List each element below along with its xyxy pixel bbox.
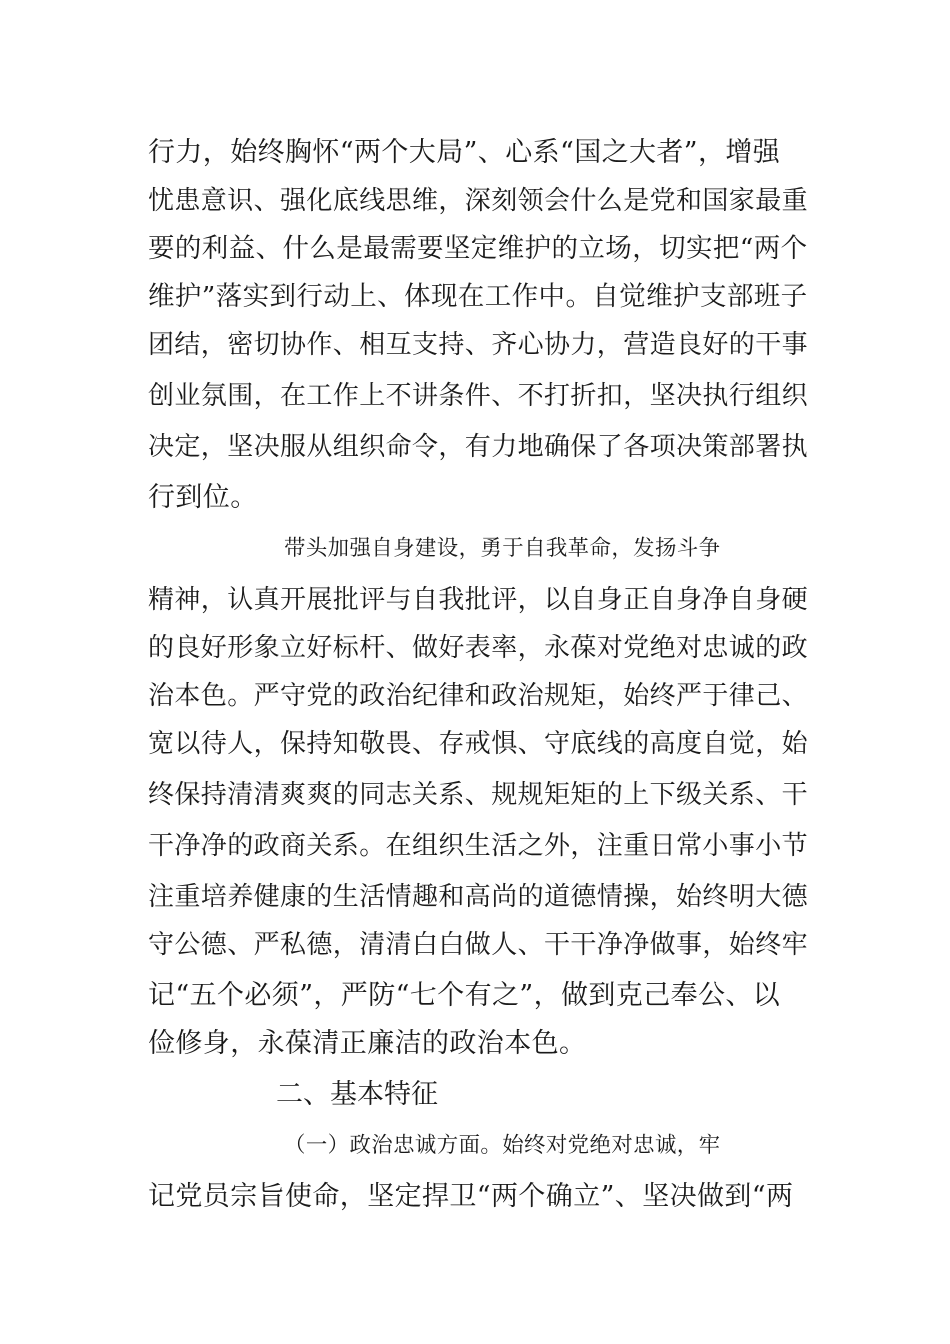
paragraph-2-line-2: 精神，认真开展批评与自我批评，以自身正自身净自身硬	[148, 585, 809, 615]
paragraph-3-line-1: （一）政治忠诚方面。始终对党绝对忠诚，牢	[284, 1133, 721, 1158]
paragraph-2-line-9: 守公德、严私德，清清白白做人、干干净净做事，始终牢	[148, 930, 809, 960]
paragraph-1-line-2: 忧患意识、强化底线思维，深刻领会什么是党和国家最重	[148, 186, 809, 216]
paragraph-1-line-5: 团结，密切协作、相互支持、齐心协力，营造良好的干事	[148, 330, 809, 360]
paragraph-2-line-4: 治本色。严守党的政治纪律和政治规矩，始终严于律己、	[148, 681, 809, 711]
paragraph-2-line-1: 带头加强自身建设，勇于自我革命，发扬斗争	[284, 536, 721, 561]
section-heading: 二、基本特征	[276, 1079, 438, 1110]
paragraph-2-line-11: 俭修身，永葆清正廉洁的政治本色。	[148, 1028, 587, 1059]
paragraph-1-line-4: 维护”落实到行动上、体现在工作中。自觉维护支部班子	[148, 281, 808, 312]
paragraph-1-line-3: 要的利益、什么是最需要坚定维护的立场，切实把“两个	[148, 233, 808, 264]
paragraph-1-line-6: 创业氛围，在工作上不讲条件、不打折扣，坚决执行组织	[148, 381, 809, 411]
paragraph-1-line-1: 行力，始终胸怀“两个大局”、心系“国之大者”，增强	[148, 137, 781, 168]
paragraph-2-line-3: 的良好形象立好标杆、做好表率，永葆对党绝对忠诚的政	[148, 633, 809, 663]
paragraph-2-line-10: 记“五个必须”，严防“七个有之”，做到克己奉公、以	[148, 980, 781, 1011]
paragraph-2-line-6: 终保持清清爽爽的同志关系、规规矩矩的上下级关系、干	[148, 780, 809, 810]
paragraph-2-line-7: 干净净的政商关系。在组织生活之外，注重日常小事小节	[148, 831, 809, 861]
paragraph-2-line-5: 宽以待人，保持知敬畏、存戒惧、守底线的高度自觉，始	[148, 729, 809, 759]
paragraph-2-line-8: 注重培养健康的生活情趣和高尚的道德情操，始终明大德	[148, 882, 809, 912]
paragraph-3-line-2: 记党员宗旨使命，坚定捍卫“两个确立”、坚决做到“两	[148, 1181, 794, 1212]
paragraph-1-line-8: 行到位。	[148, 482, 258, 513]
paragraph-1-line-7: 决定，坚决服从组织命令，有力地确保了各项决策部署执	[148, 432, 809, 462]
